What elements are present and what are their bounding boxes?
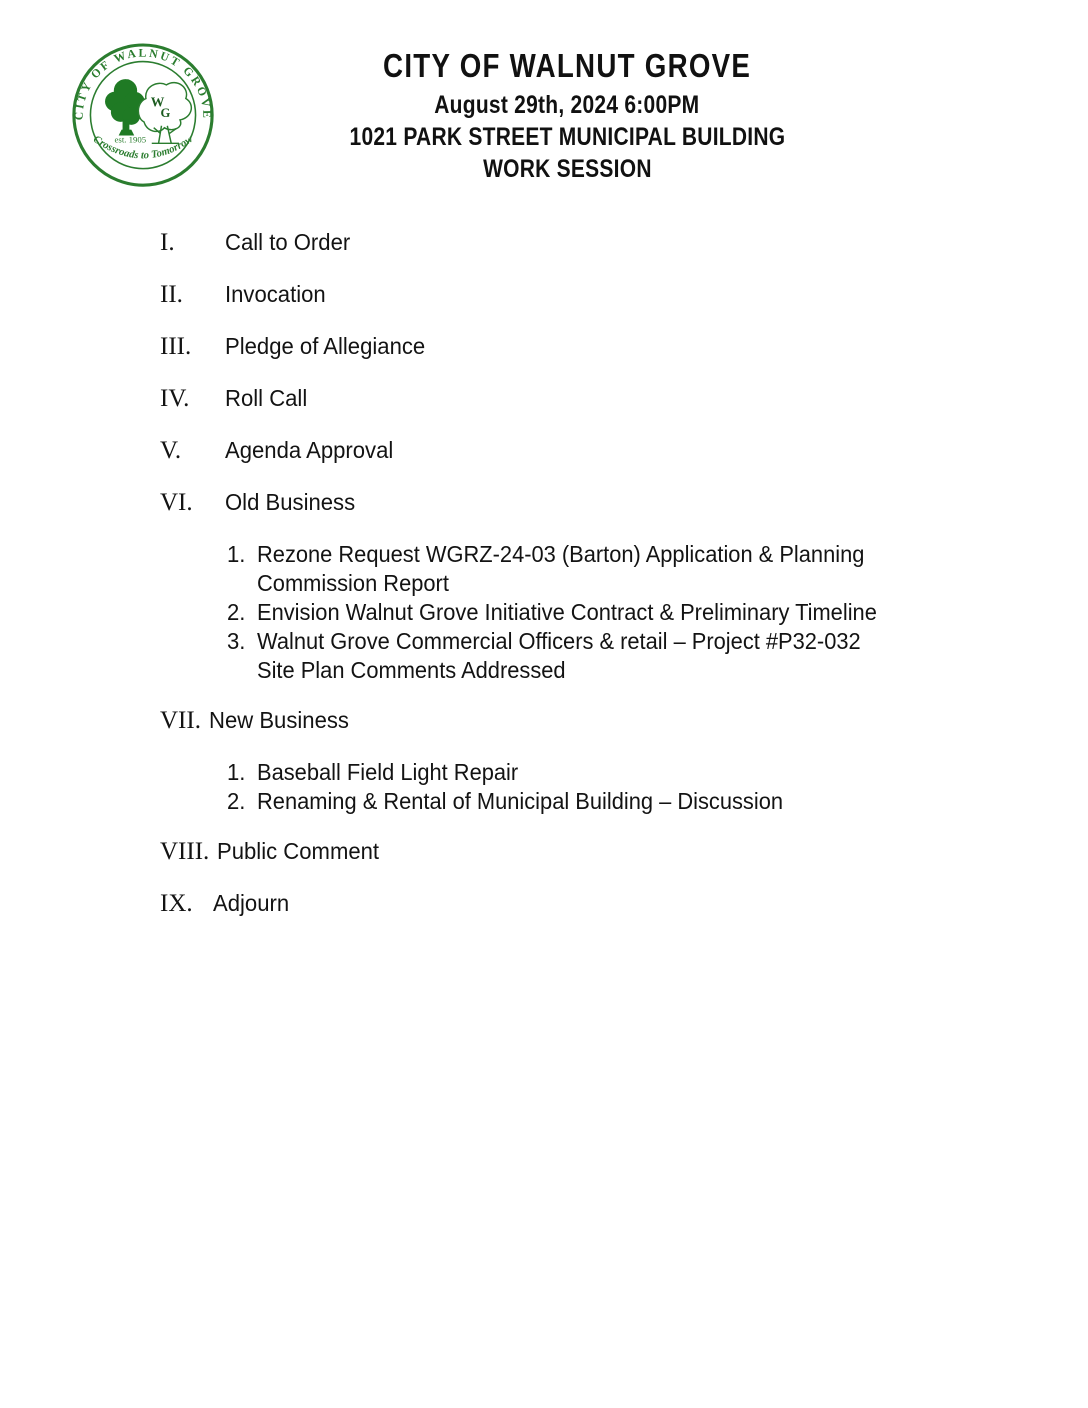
list-item: [227, 540, 1088, 598]
new-business-sublist: [0, 758, 1088, 816]
agenda-item-label: Roll Call: [225, 385, 308, 411]
list-item-text: Baseball Field Light Repair: [257, 759, 519, 785]
list-item: [227, 627, 1088, 685]
agenda-item-label: Call to Order: [225, 229, 351, 255]
list-item-text: Renaming & Rental of Municipal Building – Discussion: [257, 788, 784, 814]
seal-monogram-w: W: [150, 94, 165, 110]
seal-motto-text: Crossroads to Tomorrow: [91, 133, 195, 162]
meeting-datetime: August 29th, 2024 6:00PM: [434, 91, 700, 119]
agenda-item-numeral: II.: [160, 281, 183, 308]
agenda-item-adjourn: [0, 889, 1088, 918]
agenda-item-numeral: IV.: [160, 385, 190, 412]
agenda-item-new-business: [0, 706, 1088, 735]
agenda-item-numeral: IX.: [160, 890, 193, 917]
document-header: [46, 48, 1088, 187]
agenda-item-label: New Business: [208, 707, 349, 733]
list-item-number: 1.: [227, 759, 246, 785]
agenda-item-label: Public Comment: [217, 838, 380, 864]
agenda-item-label: Agenda Approval: [225, 437, 394, 463]
agenda-item-old-business: [0, 488, 1088, 517]
agenda-item-pledge: [0, 332, 1088, 361]
list-item-number: 3.: [227, 628, 246, 654]
list-item-number: 1.: [227, 541, 246, 567]
agenda-item-label: Adjourn: [213, 890, 290, 916]
agenda-item-numeral: V.: [160, 437, 182, 464]
page-title: CITY OF WALNUT GROVE: [382, 47, 752, 84]
list-item-number: 2.: [227, 788, 246, 814]
agenda-item-numeral: VII.: [160, 707, 201, 734]
agenda-item-agenda-approval: [0, 436, 1088, 465]
agenda-item-label: Pledge of Allegiance: [225, 333, 426, 359]
agenda-item-numeral: VIII.: [160, 838, 210, 865]
meeting-location: 1021 PARK STREET MUNICIPAL BUILDING: [349, 123, 785, 151]
agenda-item-numeral: III.: [160, 333, 192, 360]
old-business-sublist: [0, 540, 1088, 685]
list-item-number: 2.: [227, 599, 246, 625]
agenda-item-numeral: I.: [160, 229, 175, 256]
agenda-item-public-comment: [0, 837, 1088, 866]
meeting-session-type: WORK SESSION: [482, 155, 652, 183]
list-item: [227, 758, 1088, 787]
list-item: [227, 787, 1088, 816]
seal-established-text: est. 1905: [114, 134, 147, 145]
seal-monogram-g: G: [160, 106, 171, 121]
agenda-item-label: Invocation: [225, 281, 326, 307]
agenda-item-numeral: VI.: [160, 489, 193, 516]
list-item: [227, 598, 1088, 627]
agenda-item-label: Old Business: [225, 489, 356, 515]
list-item-text: Envision Walnut Grove Initiative Contract & Preliminary Timeline: [257, 599, 877, 625]
agenda-item-roll-call: [0, 384, 1088, 413]
agenda-item-invocation: [0, 280, 1088, 309]
agenda-list: [0, 228, 1088, 941]
list-item-text: Walnut Grove Commercial Officers & retail – Project #P32-032 Site Plan Comments Addressed: [257, 628, 861, 683]
agenda-item-call-to-order: [0, 228, 1088, 257]
list-item-text: Rezone Request WGRZ-24-03 (Barton) Application & Planning Commission Report: [257, 541, 865, 596]
seal-ring-text: CITY OF WALNUT GROVE: [72, 46, 214, 121]
